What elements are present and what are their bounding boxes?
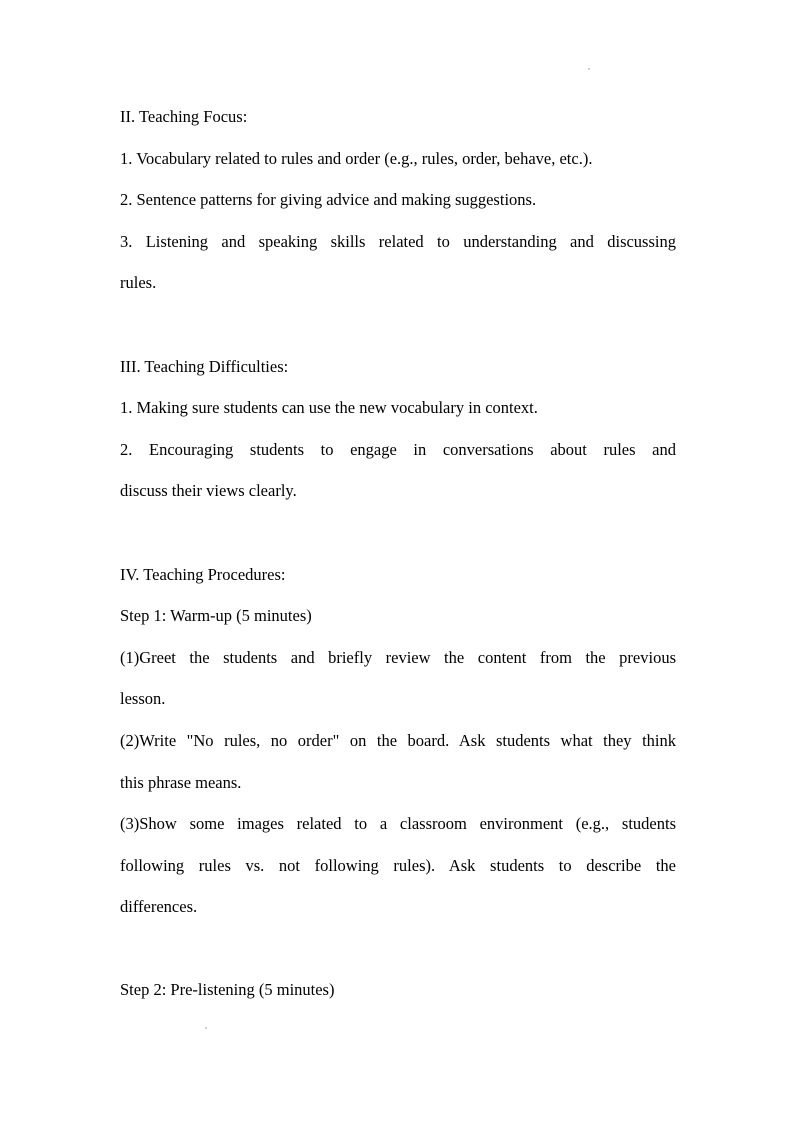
section-heading-focus: II. Teaching Focus: (120, 107, 248, 126)
blank-line (120, 512, 676, 554)
blank-line (120, 304, 676, 346)
section-heading-procedures: IV. Teaching Procedures: (120, 564, 286, 584)
step-1-paragraph-3-line-2: following rules vs. not following rules). Ask students to describe the (120, 855, 676, 875)
difficulties-item-1: 1. Making sure students can use the new vocabulary in context. (120, 398, 538, 418)
step-1-paragraph-3-line-3: differences. (120, 897, 198, 917)
document-body (120, 96, 676, 1011)
step-1-paragraph-1-line-1: (1)Greet the students and briefly review the content from the previous (120, 647, 676, 667)
focus-item-3-line-1: 3. Listening and speaking skills related to understanding and discussing (120, 231, 676, 251)
focus-item-2: 2. Sentence patterns for giving advice and making suggestions. (120, 190, 537, 210)
focus-item-3-line-2: rules. (120, 273, 157, 293)
focus-item-1: 1. Vocabulary related to rules and order (e.g., rules, order, behave, etc.). (120, 148, 593, 168)
blank-line (120, 928, 676, 970)
difficulties-item-2-line-2: discuss their views clearly. (120, 481, 297, 501)
step-1-paragraph-2-line-2: this phrase means. (120, 772, 242, 792)
step-1-title: Step 1: Warm-up (5 minutes) (120, 606, 312, 626)
difficulties-item-2-line-1: 2. Encouraging students to engage in conversations about rules and (120, 439, 676, 459)
page-speck (588, 68, 590, 70)
step-1-paragraph-1-line-2: lesson. (120, 689, 166, 709)
section-heading-difficulties: III. Teaching Difficulties: (120, 356, 289, 376)
step-2-title: Step 2: Pre-listening (5 minutes) (120, 980, 335, 1000)
step-1-paragraph-3-line-1: (3)Show some images related to a classroom environment (e.g., students (120, 814, 676, 834)
step-1-paragraph-2-line-1: (2)Write "No rules, no order" on the board. Ask students what they think (120, 730, 676, 750)
page-speck (205, 1027, 207, 1029)
